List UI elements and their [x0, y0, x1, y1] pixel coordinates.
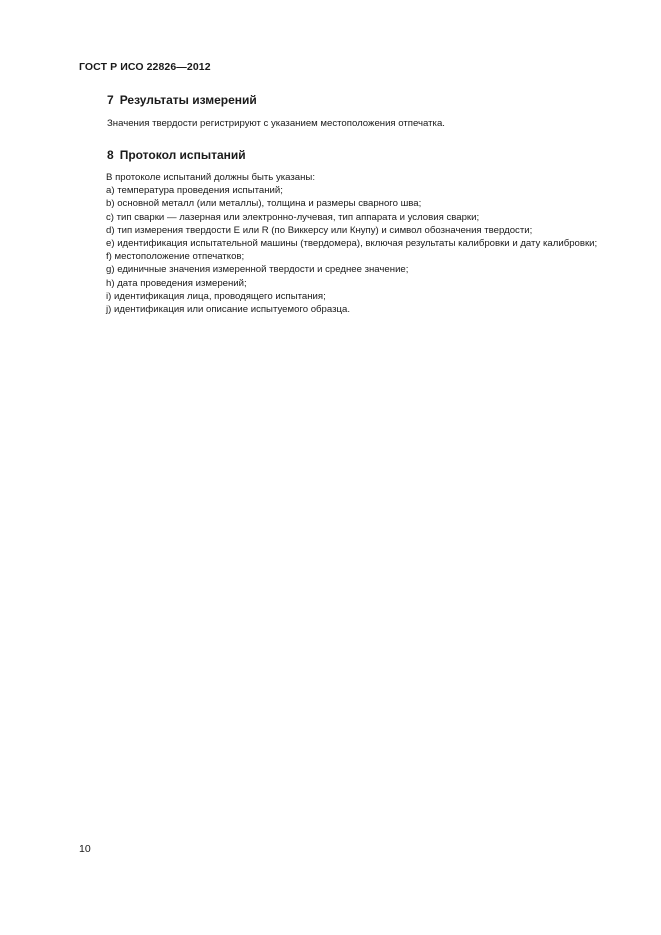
list-item-g: g) единичные значения измеренной твердости и среднее значение;: [106, 264, 409, 276]
list-item-h: h) дата проведения измерений;: [106, 277, 247, 289]
section-8-number: 8: [107, 148, 114, 162]
list-item-b: b) основной металл (или металлы), толщина и размеры сварного шва;: [106, 198, 422, 210]
list-item-c: c) тип сварки — лазерная или электронно-лучевая, тип аппарата и условия сварки;: [106, 211, 480, 223]
list-item-f: f) местоположение отпечатков;: [106, 251, 245, 263]
list-item-i: i) идентификация лица, проводящего испытания;: [106, 290, 326, 302]
document-header: ГОСТ Р ИСО 22826—2012: [79, 61, 211, 73]
section-7-title: [107, 93, 257, 107]
list-item-j: j) идентификация или описание испытуемого образца.: [106, 304, 350, 316]
section-8-heading: Протокол испытаний: [119, 148, 246, 162]
list-item-a: a) температура проведения испытаний;: [106, 185, 283, 197]
section-8-list: [79, 171, 619, 316]
list-item-e: e) идентификация испытательной машины (твердомера), включая результаты калибровки и дату калибровки;: [106, 238, 598, 250]
section-7-number: 7: [107, 93, 114, 107]
section-8-title: [107, 148, 246, 162]
list-intro: В протоколе испытаний должны быть указаны:: [106, 172, 315, 183]
section-7-heading: Результаты измерений: [119, 93, 257, 107]
page-number: 10: [79, 843, 91, 855]
section-7-text: Значения твердости регистрируют с указанием местоположения отпечатка.: [107, 118, 445, 129]
list-item-d: d) тип измерения твердости E или R (по Виккерсу или Кнупу) и символ обозначения твердости;: [106, 224, 533, 236]
